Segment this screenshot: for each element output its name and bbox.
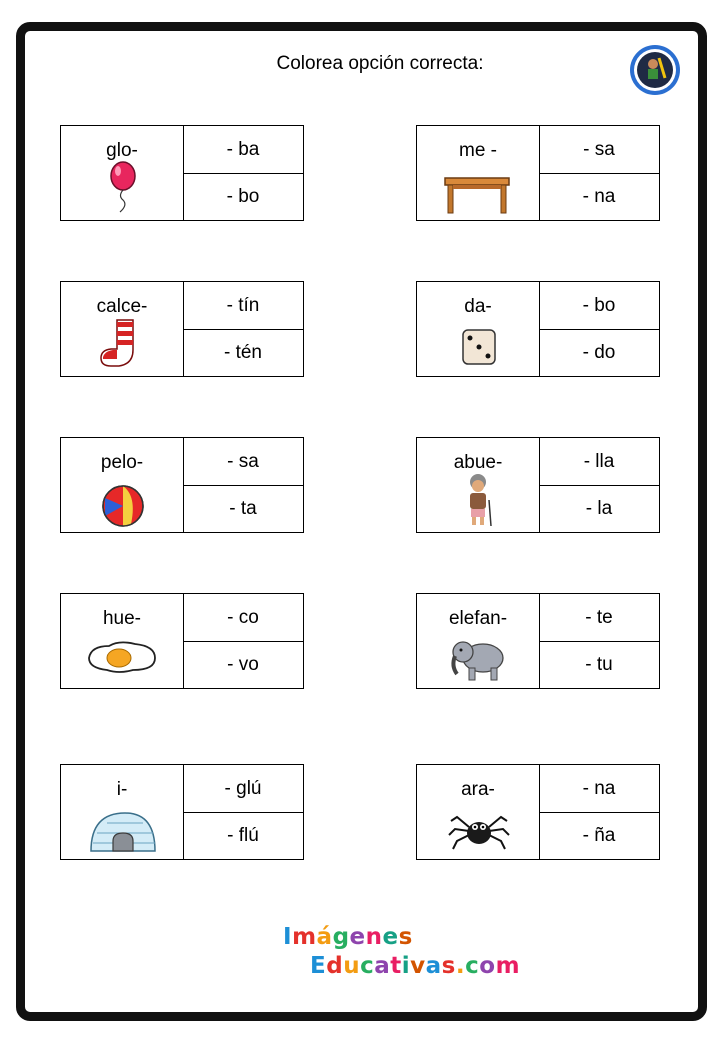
table-icon [439, 160, 517, 216]
word-prefix: glo- [106, 140, 138, 161]
exercise-card-3 [60, 281, 304, 377]
word-prefix: pelo- [100, 452, 144, 473]
brand-letter: d [326, 953, 344, 979]
dice-icon [439, 316, 517, 372]
word-prefix: i- [116, 779, 128, 800]
exercise-card-7 [60, 593, 304, 689]
brand-line-2 [310, 953, 520, 979]
option-second[interactable]: - flú [227, 825, 259, 846]
option-first[interactable]: - co [183, 594, 303, 642]
option-second[interactable]: - tu [585, 654, 613, 675]
brand-letter: v [410, 953, 426, 979]
word-prefix: ara- [461, 779, 495, 800]
brand-letter: m [292, 924, 317, 950]
word-prefix: me - [459, 140, 497, 161]
logo-badge-icon [629, 44, 681, 96]
option-first[interactable]: - te [539, 594, 659, 642]
exercise-card-6 [416, 437, 660, 533]
elephant-icon [439, 628, 517, 684]
option-first[interactable]: - ba [183, 126, 303, 174]
word-prefix: da- [464, 296, 492, 317]
brand-letter: . [455, 953, 466, 979]
option-first[interactable]: - bo [539, 282, 659, 330]
brand-letter: c [465, 953, 480, 979]
option-second[interactable]: - vo [227, 654, 259, 675]
word-prefix: elefan- [448, 608, 508, 629]
ball-icon [83, 472, 161, 528]
page-title: Colorea opción correcta: [276, 53, 484, 74]
option-first[interactable]: - na [539, 765, 659, 813]
option-second[interactable]: - ña [582, 825, 616, 846]
option-second[interactable]: - la [585, 498, 613, 519]
brand-letter: c [360, 953, 375, 979]
brand-letter: E [310, 953, 327, 979]
exercise-card-9 [60, 764, 304, 860]
word-prefix: hue- [102, 608, 142, 629]
brand-letter: a [425, 953, 442, 979]
brand-letter: g [332, 924, 350, 950]
brand-letter: u [343, 953, 361, 979]
brand-letter: s [398, 924, 413, 950]
option-first[interactable]: - glú [183, 765, 303, 813]
brand-letter: I [283, 924, 293, 950]
option-second[interactable]: - tén [223, 342, 263, 363]
option-second[interactable]: - ta [229, 498, 257, 519]
exercise-card-5 [60, 437, 304, 533]
balloon-icon [83, 160, 161, 216]
option-second[interactable]: - na [582, 186, 616, 207]
brand-line-1 [283, 924, 413, 950]
grandmother-icon [439, 472, 517, 528]
brand-letter: o [479, 953, 496, 979]
brand-letter: t [390, 953, 402, 979]
egg-icon [83, 628, 161, 684]
brand-letter: e [349, 924, 366, 950]
exercise-card-4 [416, 281, 660, 377]
brand-letter: m [495, 953, 521, 979]
igloo-icon [83, 799, 161, 855]
exercise-card-2 [416, 125, 660, 221]
option-first[interactable]: - tín [183, 282, 303, 330]
sock-icon [83, 316, 161, 372]
option-second[interactable]: - bo [226, 186, 260, 207]
exercise-card-10 [416, 764, 660, 860]
brand-letter: n [365, 924, 383, 950]
word-prefix: abue- [453, 452, 503, 473]
spider-icon [439, 799, 517, 855]
brand-letter: i [401, 953, 411, 979]
brand-letter: a [374, 953, 391, 979]
brand-letter: á [316, 924, 333, 950]
option-second[interactable]: - do [582, 342, 616, 363]
option-first[interactable]: - sa [183, 438, 303, 486]
brand-letter: s [441, 953, 456, 979]
word-prefix: calce- [96, 296, 148, 317]
option-first[interactable]: - sa [539, 126, 659, 174]
option-first[interactable]: - lla [539, 438, 659, 486]
exercise-card-8 [416, 593, 660, 689]
brand-letter: e [382, 924, 399, 950]
exercise-card-1 [60, 125, 304, 221]
